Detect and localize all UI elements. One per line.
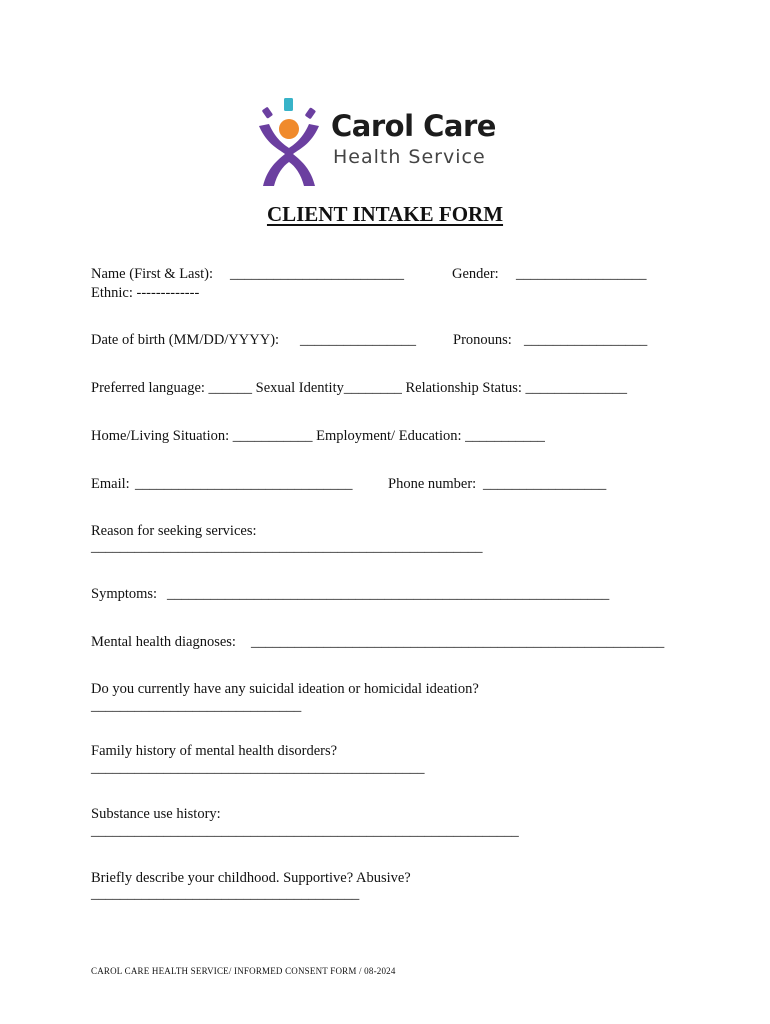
email-field[interactable]: ______________________________ <box>135 476 353 492</box>
family-history-label: Family history of mental health disorders? <box>91 743 338 759</box>
page-footer: CAROL CARE HEALTH SERVICE/ INFORMED CONSENT FORM / 08-2024 <box>91 966 396 976</box>
phone-label: Phone number: <box>388 476 477 492</box>
carol-care-logo <box>255 96 515 192</box>
family-history-field[interactable]: ______________________________________________ <box>91 760 425 776</box>
email-label: Email: <box>91 476 130 492</box>
symptoms-field[interactable]: _____________________________________________________________ <box>167 586 610 602</box>
language-identity-relationship-row[interactable]: Preferred language: ______ Sexual Identity________ Relationship Status: ______________ <box>91 380 628 396</box>
ethnic-field[interactable]: Ethnic: ------------- <box>91 285 200 301</box>
diagnoses-field[interactable]: _________________________________________________________ <box>251 634 665 650</box>
gender-field[interactable]: __________________ <box>516 266 647 282</box>
diagnoses-label: Mental health diagnoses: <box>91 634 236 650</box>
gender-label: Gender: <box>452 266 499 282</box>
dob-label: Date of birth (MM/DD/YYYY): <box>91 332 280 348</box>
pronouns-field[interactable]: _________________ <box>524 332 648 348</box>
logo-mark-icon <box>255 96 325 188</box>
name-field[interactable]: ________________________ <box>230 266 404 282</box>
name-label: Name (First & Last): <box>91 266 214 282</box>
symptoms-label: Symptoms: <box>91 586 158 602</box>
dob-field[interactable]: ________________ <box>300 332 416 348</box>
reason-label: Reason for seeking services: <box>91 523 257 539</box>
logo-brand-text: Carol Care <box>331 109 496 143</box>
form-title: CLIENT INTAKE FORM <box>266 202 504 226</box>
living-employment-row[interactable]: Home/Living Situation: ___________ Employment/ Education: ___________ <box>91 428 545 444</box>
logo-subtitle-text: Health Service <box>333 146 486 168</box>
ideation-field[interactable]: _____________________________ <box>91 698 302 714</box>
ideation-label: Do you currently have any suicidal ideation or homicidal ideation? <box>91 681 479 697</box>
childhood-label: Briefly describe your childhood. Supportive? Abusive? <box>91 870 411 886</box>
substance-label: Substance use history: <box>91 806 221 822</box>
phone-field[interactable]: _________________ <box>483 476 607 492</box>
substance-field[interactable]: ___________________________________________________________ <box>91 823 519 839</box>
childhood-field[interactable]: _____________________________________ <box>91 886 360 902</box>
reason-field[interactable]: ______________________________________________________ <box>91 539 483 555</box>
pronouns-label: Pronouns: <box>453 332 512 348</box>
